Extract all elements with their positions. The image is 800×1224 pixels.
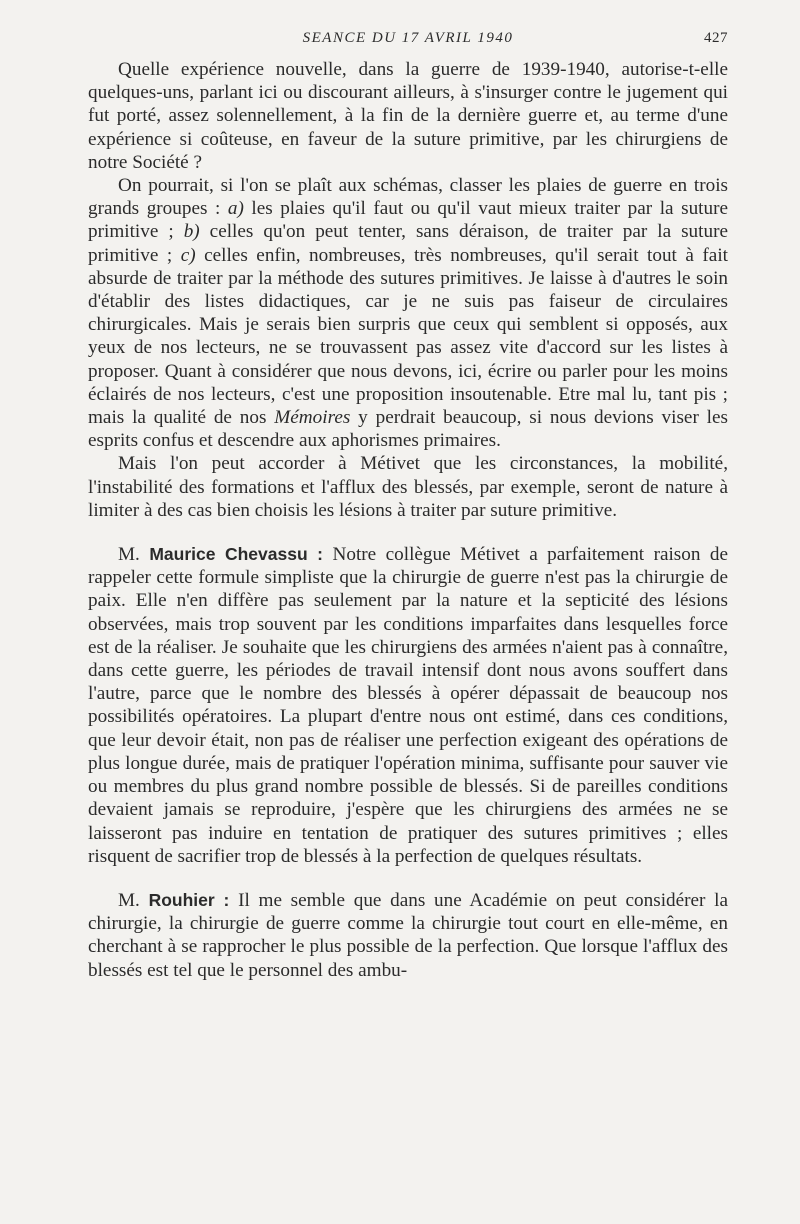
journal-page <box>88 30 728 982</box>
group-a-marker: a) <box>227 198 244 220</box>
rouhier-remarks: Il me semble que dans une Académie on peut considérer la chirurgie, la chirurgie de guerre comme la chirurgie tout court en elle-même, en cherchant à se rapprocher le plus possible de la perfection. Que lorsque l'afflux des blessés est tel que le personnel des ambu- <box>88 889 728 981</box>
speaker-prefix: M. <box>118 544 150 566</box>
section-gap <box>88 522 728 543</box>
classification-group-a: les plaies qu'il faut ou qu'il vaut mieux traiter par la suture primitive ; <box>88 198 728 243</box>
memoires-title: Mémoires <box>274 407 351 429</box>
speaker-colon: : <box>307 544 333 565</box>
intervention-rouhier <box>88 889 728 982</box>
paragraph-question: Quelle expérience nouvelle, dans la guerre de 1939-1940, autorise-t-elle quelques-uns, parlant ici ou discourant ailleurs, à s'insurger contre le jugement qui fut porté, assez solennellement, à la fin de la dernière guerre et, au terme d'une expérience si coûteuse, en faveur de la suture primitive, par les chirurgiens de notre Société ? <box>88 59 728 173</box>
paragraph-concession: Mais l'on peut accorder à Métivet que les circonstances, la mobilité, l'instabilité des formations et l'afflux des blessés, par exemple, seront de nature à limiter à des cas bien choisis les lésions à traiter par suture primitive. <box>88 453 728 521</box>
classification-intro: On pourrait, si l'on se plaît aux schémas, classer les plaies de guerre en trois grands groupes : <box>88 175 728 220</box>
chevassu-remarks: Notre collègue Métivet a parfaitement raison de rappeler cette formule simpliste que la chirurgie de guerre n'est pas la chirurgie de paix. Elle n'en diffère pas seulement par la nature et la septicité des lésions observées, mais trop souvent par les conditions imparfaites dans lesquelles force est de la réaliser. Je souhaite que les chirurgiens des armées n'aient pas à connaître, dans cette guerre, les périodes de travail intensif dont nous avons souffert dans l'autre, parce que le nombre des blessés à opérer dépassait de beaucoup nos possibilités opératoires. La plupart d'entre nous ont estimé, dans ces conditions, que leur devoir était, non pas de réaliser une perfection exigeant des opérations de plus longue durée, mais de pratiquer l'opération minima, suffisante pour sauver vie ou membres du plus grand nombre possible de blessés. Si de pareilles conditions devaient jamais se reproduire, j'espère que les chirurgiens des armées ne se laisseront pas induire en tentation de pratiquer des sutures primitives ; elles risquent de sacrifier trop de blessés à la perfection de quelques résultats. <box>88 544 729 867</box>
group-b-marker: b) <box>183 221 200 243</box>
speaker-name-chevassu: Maurice Chevassu <box>149 544 308 565</box>
intervention-chevassu <box>88 543 728 868</box>
classification-group-b: celles qu'on peut tenter, sans déraison, de traiter par la suture primitive ; <box>88 221 728 266</box>
paragraph-classification <box>88 174 728 452</box>
classification-conclusion: y perdrait beaucoup, si nous devions viser les esprits confus et descendre aux aphorismes primaires. <box>88 407 728 452</box>
running-head <box>88 30 728 58</box>
page-number: 427 <box>704 30 728 46</box>
classification-group-c: celles enfin, nombreuses, très nombreuses, qu'il serait tout à fait absurde de traiter par la méthode des sutures primitives. Je laisse à d'autres le soin d'établir des listes didactiques, car je ne suis pas faiseur de circulaires chirurgicales. Mais je serais bien surpris que ceux qui semblent si opposés, aux yeux de nos lecteurs, ne se trouvassent pas assez vite d'accord sur les listes à proposer. Quant à considérer que nous devons, ici, écrire ou parler pour les moins éclairés de nos lecteurs, c'est une proposition insoutenable. Etre mal lu, tant pis ; mais la qualité de nos <box>88 244 728 429</box>
speaker-colon: : <box>214 889 239 910</box>
group-c-marker: c) <box>180 244 196 266</box>
running-title: SEANCE DU 17 AVRIL 1940 <box>302 30 514 46</box>
section-gap <box>88 868 728 889</box>
speaker-name-rouhier: Rouhier <box>148 889 215 910</box>
speaker-prefix: M. <box>118 889 149 911</box>
